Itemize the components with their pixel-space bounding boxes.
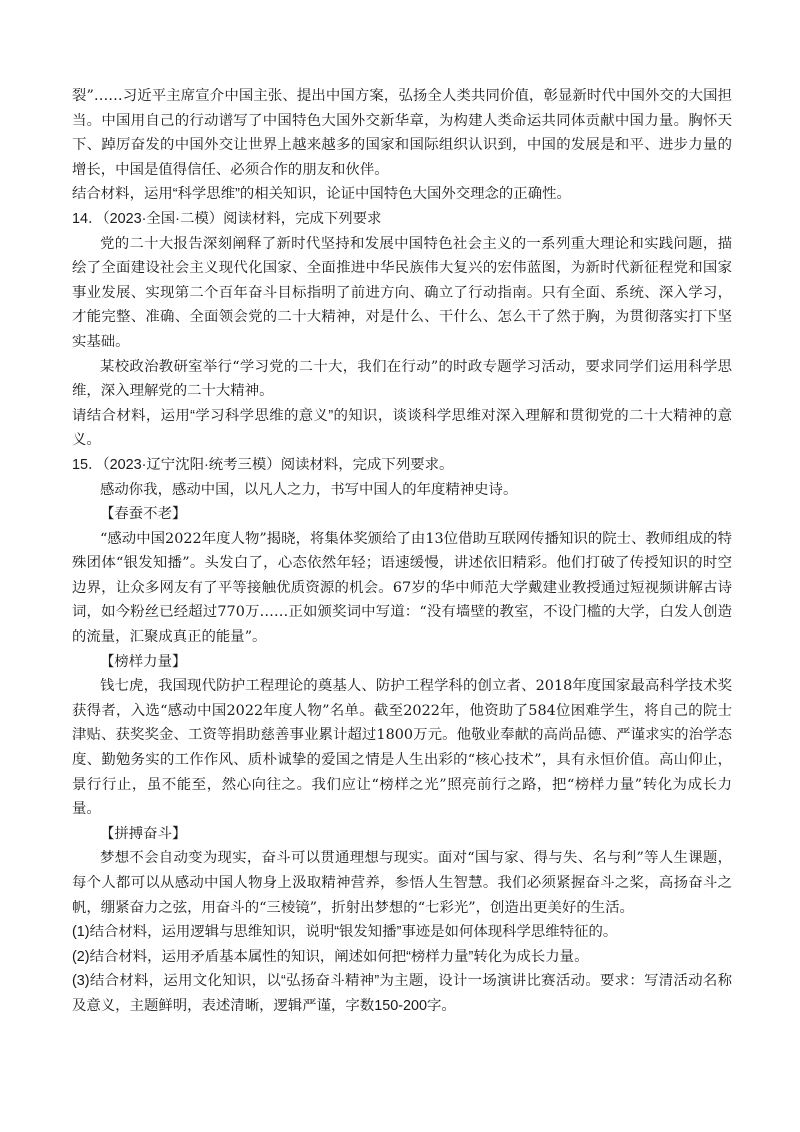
q14-task: 请结合材料，运用“学习科学思维的意义”的知识，谈谈科学思维对深入理解和贯彻党的二十大精神的意义。	[72, 407, 732, 449]
q15-section-heading: 【榜样力量】	[100, 653, 187, 670]
q15-section-body: 梦想不会自动变为现实，奋斗可以贯通理想与现实。面对“国与家、得与失、名与利”等人生课题，每个人都可以从感动中国人物身上汲取精神营养，参悟人生智慧。我们必须紧握奋斗之桨，高扬奋斗之帆，绷紧奋力之弦，用奋斗的“三棱镜”，折射出梦想的“七彩光”，创造出更美好的生活。	[72, 850, 732, 916]
q15-intro: 感动你我，感动中国，以凡人之力，书写中国人的年度精神史诗。	[100, 481, 518, 498]
q15-header: 15．（2023·辽宁沈阳·统考三模）阅读材料，完成下列要求。	[72, 456, 454, 473]
q14-material-paragraph: 某校政治教研室举行“学习党的二十大，我们在行动”的时政专题学习活动，要求同学们运用科学思维，深入理解党的二十大精神。	[72, 358, 732, 400]
document-page	[72, 84, 732, 1019]
q15-subquestion: (1)结合材料，运用逻辑与思维知识，说明“银发知播”事迹是如何体现科学思维特征的。	[72, 924, 618, 941]
q14-header: 14．（2023·全国·二模）阅读材料，完成下列要求	[72, 210, 382, 227]
q13-task: 结合材料，运用“科学思维”的相关知识，论证中国特色大国外交理念的正确性。	[72, 186, 571, 203]
q15-section-heading: 【春蚕不老】	[100, 506, 187, 523]
q15-section-body: “感动中国2022年度人物”揭晓，将集体奖颁给了由13位借助互联网传播知识的院士、教师组成的特殊团体“银发知播”。头发白了，心态依然年轻；语速缓慢，讲述依旧精彩。他们打破了传授知识的时空边界，让众多网友有了平等接触优质资源的机会。67岁的华中师范大学戴建业教授通过短视频讲解古诗词，如今粉丝已经超过770万……正如颁奖词中写道：“没有墙壁的教室，不设门槛的大学，白发人创造的流量，汇聚成真正的能量”。	[72, 530, 732, 646]
q15-section-body: 钱七虎，我国现代防护工程理论的奠基人、防护工程学科的创立者、2018年度国家最高科学技术奖获得者，入选“感动中国2022年度人物”名单。截至2022年，他资助了584位困难学生，将自己的院士津贴、获奖奖金、工资等捐助慈善事业累计超过1800万元。他敬业奉献的高尚品德、严谨求实的治学态度、勤勉务实的工作作风、质朴诚挚的爱国之情是人生出彩的“核心技术”，具有永恒价值。高山仰止，景行行止，虽不能至，然心向往之。我们应让“榜样之光”照亮前行之路，把“榜样力量”转化为成长力量。	[72, 678, 732, 818]
q15-section-heading: 【拼搏奋斗】	[100, 825, 187, 842]
q13-material-continuation: 裂”……习近平主席宣介中国主张、提出中国方案，弘扬全人类共同价值，彰显新时代中国外交的大国担当。中国用自己的行动谱写了中国特色大国外交新华章，为构建人类命运共同体贡献中国力量。胸怀天下、踔厉奋发的中国外交让世界上越来越多的国家和国际组织认识到，中国的发展是和平、进步力量的增长，中国是值得信任、必须合作的朋友和伙伴。	[72, 88, 732, 178]
q15-subquestion: (3)结合材料，运用文化知识，以“弘扬奋斗精神”为主题，设计一场演讲比赛活动。要求：写清活动名称及意义，主题鲜明，表述清晰，逻辑严谨，字数150-200字。	[72, 973, 732, 1014]
q15-subquestion: (2)结合材料，运用矛盾基本属性的知识，阐述如何把“榜样力量”转化为成长力量。	[72, 948, 589, 965]
q14-material-paragraph: 党的二十大报告深刻阐释了新时代坚持和发展中国特色社会主义的一系列重大理论和实践问题，描绘了全面建设社会主义现代化国家、全面推进中华民族伟大复兴的宏伟蓝图，为新时代新征程党和国家事业发展、实现第二个百年奋斗目标指明了前进方向、确立了行动指南。只有全面、系统、深入学习，才能完整、准确、全面领会党的二十大精神，对是什么、干什么、怎么干了然于胸，为贯彻落实打下坚实基础。	[72, 235, 732, 350]
